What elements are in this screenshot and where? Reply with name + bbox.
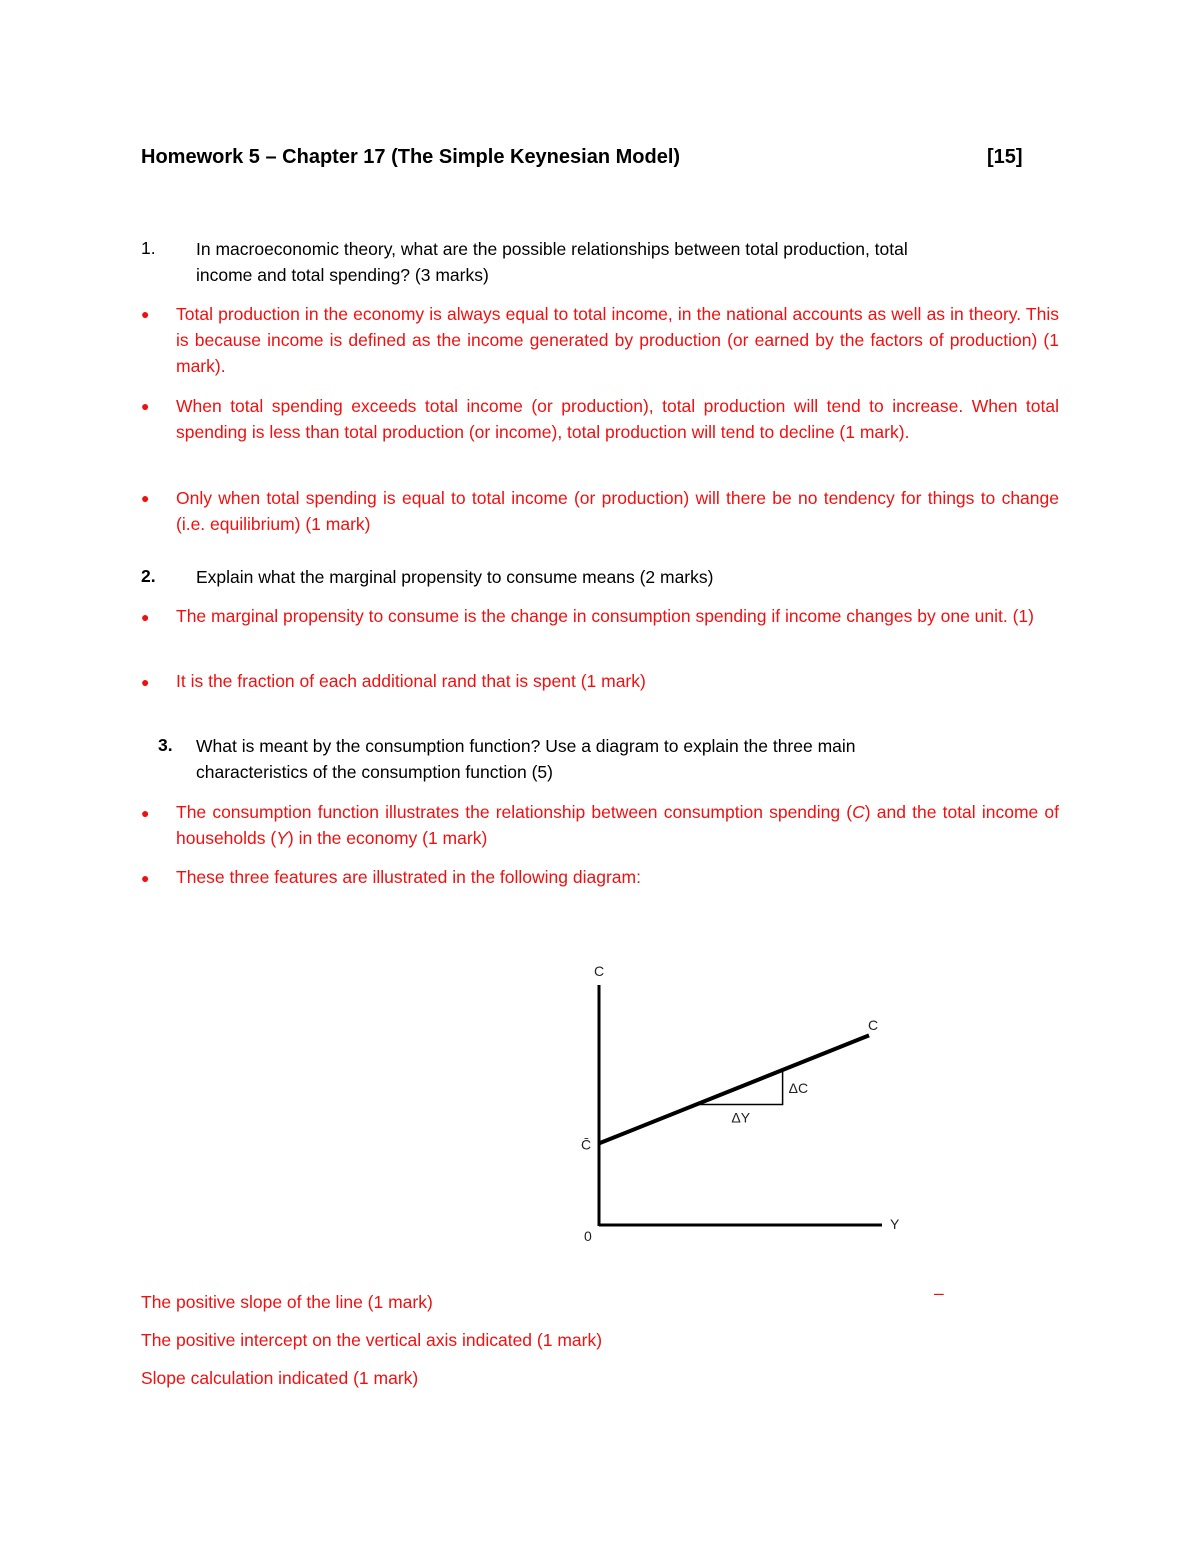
- note-positive-intercept: The positive intercept on the vertical axis indicated (1 mark): [141, 1330, 603, 1350]
- total-marks: [15]: [987, 146, 1023, 168]
- question-3-number: 3.: [158, 735, 173, 755]
- answer-3b: These three features are illustrated in the following diagram:: [176, 867, 641, 887]
- note-slope-calculation: Slope calculation indicated (1 mark): [141, 1368, 419, 1388]
- question-2-number: 2.: [141, 566, 156, 586]
- intercept-label: C̄: [581, 1136, 592, 1153]
- question-1-line-2: income and total spending? (3 marks): [196, 265, 489, 285]
- bullet-icon: ●: [141, 870, 150, 886]
- answer-1c: Only when total spending is equal to total income (or production) will there be no tendency for things to change (i.e. equilibrium) (1 mark): [176, 488, 1059, 534]
- stray-dash: –: [934, 1283, 944, 1303]
- question-1-line-1: In macroeconomic theory, what are the possible relationships between total production, total: [196, 239, 908, 259]
- delta-c-label: ΔC: [788, 1080, 809, 1097]
- note-positive-slope: The positive slope of the line (1 mark): [141, 1292, 433, 1312]
- homework-title: Homework 5 – Chapter 17 (The Simple Keynesian Model): [141, 146, 681, 168]
- answer-1b: When total spending exceeds total income (or production), total production will tend to increase. When total spending is less than total production (or income), total production will tend to decline (1 mark).: [176, 396, 1059, 442]
- answer-2b: It is the fraction of each additional rand that is spent (1 mark): [176, 671, 646, 691]
- question-2-text: Explain what the marginal propensity to consume means (2 marks): [196, 567, 714, 587]
- question-3-line-2: characteristics of the consumption function (5): [196, 762, 553, 782]
- bullet-icon: ●: [141, 805, 150, 821]
- y-axis-label: C: [594, 963, 605, 979]
- bullet-icon: ●: [141, 609, 150, 625]
- consumption-line: [599, 1035, 869, 1143]
- question-1-number: 1.: [141, 238, 156, 258]
- question-3-line-1: What is meant by the consumption function? Use a diagram to explain the three main: [196, 736, 856, 756]
- answer-2a: The marginal propensity to consume is the change in consumption spending if income changes by one unit. (1): [176, 606, 1034, 626]
- bullet-icon: ●: [141, 674, 150, 690]
- answer-1a: Total production in the economy is always equal to total income, in the national accounts as well as in theory. This is because income is defined as the income generated by production (or earned by the factors of production) (1 mark).: [176, 304, 1059, 376]
- consumption-function-diagram: [560, 955, 920, 1245]
- x-axis-label: Y: [890, 1216, 900, 1232]
- bullet-icon: ●: [141, 490, 150, 506]
- bullet-icon: ●: [141, 398, 150, 414]
- bullet-icon: ●: [141, 306, 150, 322]
- answer-3a: The consumption function illustrates the relationship between consumption spending (C) and the total income of households (Y) in the economy (1 mark): [176, 802, 1060, 848]
- delta-y-label: ΔY: [731, 1109, 751, 1126]
- line-label: C: [868, 1017, 879, 1033]
- origin-label: 0: [584, 1228, 592, 1244]
